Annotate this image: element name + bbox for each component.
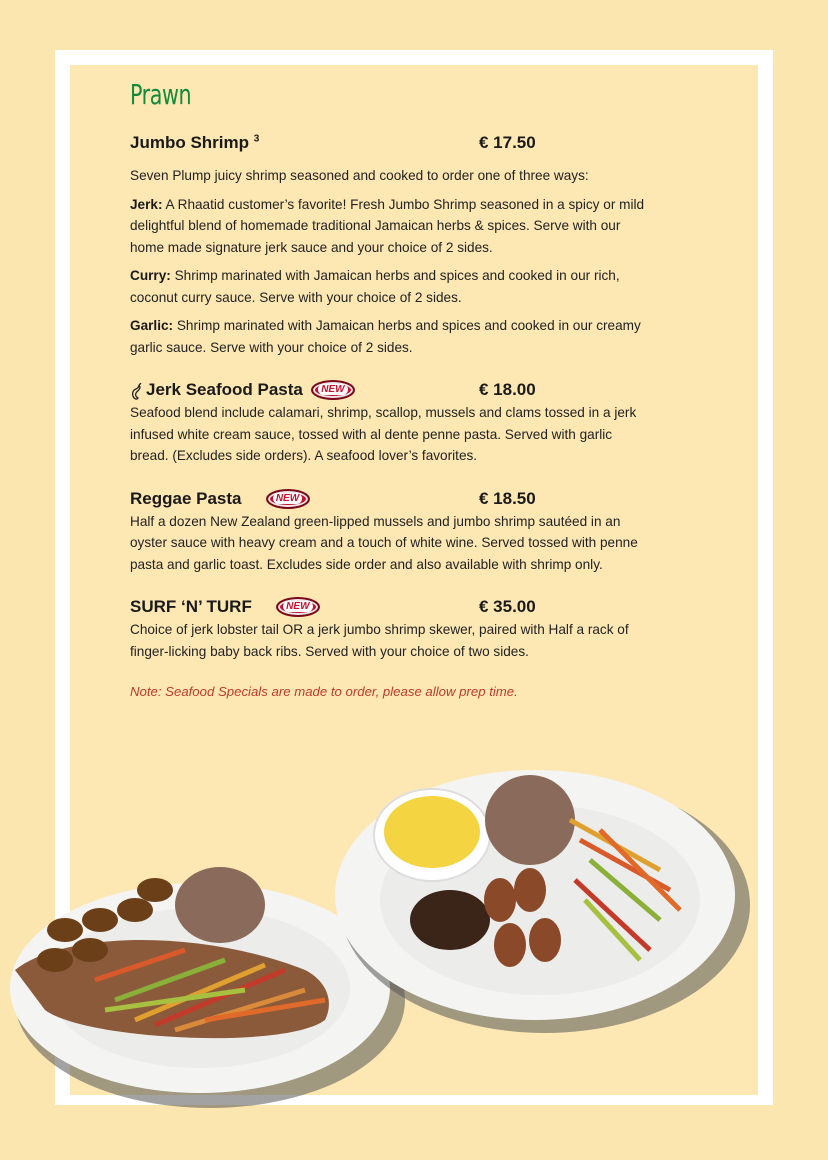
item-intro: Seven Plump juicy shrimp seasoned and cooked to order one of three ways: bbox=[130, 168, 589, 183]
item-price: € 35.00 bbox=[479, 597, 536, 616]
item-price: € 18.00 bbox=[479, 380, 536, 399]
option-text: A Rhaatid customer’s favorite! Fresh Jumbo Shrimp seasoned in a spicy or mild delightful blend of homemade traditional Jamaican herbs & spices. Serve with our home made signature jerk sauce and your choice of 2 sides. bbox=[130, 196, 645, 255]
option-text: Shrimp marinated with Jamaican herbs and spices and cooked in our creamy garlic sauce. Serve with your choice of 2 sides. bbox=[130, 318, 641, 355]
item-price: € 18.50 bbox=[479, 488, 536, 508]
menu-item-jumbo-shrimp bbox=[130, 131, 650, 358]
item-header bbox=[130, 378, 650, 402]
option-jerk bbox=[130, 194, 650, 259]
option-label: Jerk: bbox=[130, 196, 163, 212]
item-description: Half a dozen New Zealand green-lipped mussels and jumbo shrimp sautéed in an oyster sauce with heavy cream and a touch of white wine. Served tossed with penne pasta and garlic toast. Excludes side order and also available with shrimp only. bbox=[130, 513, 638, 572]
item-name: SURF ‘N’ TURF bbox=[130, 597, 252, 616]
item-name: Jumbo Shrimp $^3$ bbox=[130, 133, 260, 152]
item-header bbox=[130, 487, 650, 511]
new-badge: NEW bbox=[311, 380, 355, 400]
menu-content bbox=[130, 75, 650, 699]
item-description: Choice of jerk lobster tail OR a jerk jumbo shrimp skewer, paired with Half a rack of finger-licking baby back ribs. Served with your choice of two sides. bbox=[130, 622, 629, 659]
item-header bbox=[130, 131, 650, 155]
option-label: Curry: bbox=[130, 268, 171, 283]
option-label: Garlic: bbox=[130, 318, 174, 333]
new-badge: NEW bbox=[266, 489, 310, 509]
option-garlic bbox=[130, 315, 650, 358]
allergen-superscript: 3 bbox=[253, 133, 260, 145]
menu-item-jerk-seafood-pasta bbox=[130, 378, 650, 467]
item-header bbox=[130, 595, 650, 619]
item-price: € 17.50 bbox=[479, 133, 536, 152]
chili-pepper-icon bbox=[130, 383, 144, 401]
item-name: Jerk Seafood Pasta bbox=[146, 380, 303, 399]
new-badge: NEW bbox=[276, 597, 320, 617]
item-description: Seafood blend include calamari, shrimp, scallop, mussels and clams tossed in a jerk infused white cream sauce, tossed with al dente penne pasta. Served with garlic bread. (Excludes side orders). A seafood lover’s favorites. bbox=[130, 405, 637, 463]
item-name: Reggae Pasta bbox=[130, 488, 242, 508]
section-title: Prawn bbox=[130, 78, 192, 111]
option-text: Shrimp marinated with Jamaican herbs and spices and cooked in our rich, coconut curry sauce. Serve with your choice of 2 sides. bbox=[130, 268, 620, 305]
menu-item-reggae-pasta bbox=[130, 487, 650, 576]
seafood-note: Note: Seafood Specials are made to order, please allow prep time. bbox=[130, 684, 518, 699]
option-curry bbox=[130, 265, 650, 308]
shrimp-plate-photo bbox=[330, 760, 750, 1040]
menu-item-surf-n-turf bbox=[130, 595, 650, 662]
